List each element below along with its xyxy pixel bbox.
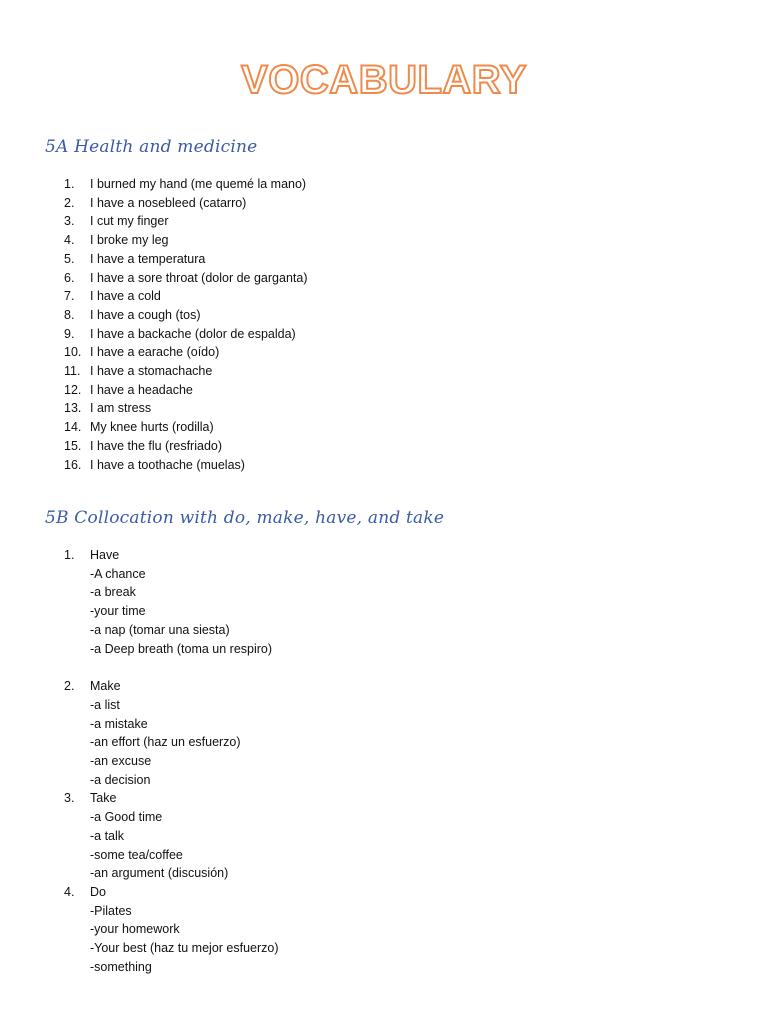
list-number: 1. [64,548,75,562]
list-item [0,677,279,789]
list-number: 3. [64,791,75,806]
collocation-list [0,546,279,976]
list-item [0,418,308,437]
health-list [0,175,308,474]
list-item [0,399,308,418]
list-item-text: I have a earache (oído) [90,345,220,360]
list-item-text: I have a nosebleed (catarro) [90,195,247,210]
verb-label: Do [90,884,106,899]
list-item [0,381,308,400]
list-item [0,250,308,269]
verb-label: Make [90,679,121,694]
list-item-text: I have a toothache (muelas) [90,457,245,472]
list-item [0,325,308,344]
list-item [0,231,308,250]
section-heading-health: 5A Health and medicine [45,137,258,157]
collocation-line: -your homework [90,922,180,937]
list-number: 2. [64,195,75,210]
collocation-line: -A chance [90,566,146,581]
collocation-line: -Pilates [90,903,132,918]
collocation-line: -Your best (haz tu mejor esfuerzo) [90,941,279,956]
list-number: 1. [64,177,75,191]
list-item [0,343,308,362]
collocation-line: -an effort (haz un esfuerzo) [90,735,241,750]
list-item-text: My knee hurts (rodilla) [90,420,214,435]
collocation-line: -a decision [90,772,151,787]
list-number: 13. [64,401,82,416]
list-number: 4. [64,884,75,899]
list-number: 15. [64,438,82,453]
collocation-line: -a list [90,697,120,712]
list-number: 11. [64,364,81,379]
list-item [0,456,308,475]
collocation-line: -an excuse [90,754,152,769]
list-number: 8. [64,307,75,322]
list-item [0,194,308,213]
collocation-line: -a talk [90,828,125,843]
collocation-line: -a Good time [90,810,163,825]
list-item-text: I have a temperatura [90,251,206,266]
list-number: 6. [64,270,75,285]
list-item-text: I am stress [90,401,152,416]
list-item-text: I have a cough (tos) [90,307,201,322]
collocation-line: -something [90,959,152,974]
list-item [0,175,308,194]
list-item [0,546,279,677]
list-number: 10. [64,345,82,360]
list-number: 5. [64,251,75,266]
list-item [0,883,279,977]
list-number: 7. [64,289,75,304]
list-item [0,789,279,883]
list-item-text: I have a headache [90,382,193,397]
list-item [0,212,308,231]
list-number: 4. [64,233,75,248]
collocation-line: -an argument (discusión) [90,866,229,881]
collocation-line: -a mistake [90,716,148,731]
list-item-text: I have a cold [90,289,161,304]
list-number: 12. [64,382,82,397]
list-item [0,306,308,325]
list-item-text: I cut my finger [90,214,169,229]
list-item [0,287,308,306]
list-item-text: I burned my hand (me quemé la mano) [90,177,307,191]
list-number: 2. [64,679,75,694]
list-number: 3. [64,214,75,229]
list-number: 16. [64,457,82,472]
collocation-line: -a Deep breath (toma un respiro) [90,641,273,656]
section-heading-collocation: 5B Collocation with do, make, have, and take [45,508,445,528]
collocation-line: -some tea/coffee [90,847,183,862]
collocation-line: -a break [90,585,136,600]
collocation-line: -your time [90,604,146,619]
list-item [0,437,308,456]
spacer [90,658,279,677]
list-item-text: I have a stomachache [90,364,213,379]
list-item-text: I have a backache (dolor de espalda) [90,326,296,341]
list-item [0,269,308,288]
verb-label: Take [90,791,117,806]
list-number: 14. [64,420,82,435]
list-item [0,362,308,381]
list-item-text: I broke my leg [90,233,169,248]
list-number: 9. [64,326,75,341]
list-item-text: I have a sore throat (dolor de garganta) [90,270,308,285]
list-item-text: I have the flu (resfriado) [90,438,223,453]
page-title: VOCABULARY [241,58,527,102]
collocation-line: -a nap (tomar una siesta) [90,622,230,637]
verb-label: Have [90,548,120,562]
